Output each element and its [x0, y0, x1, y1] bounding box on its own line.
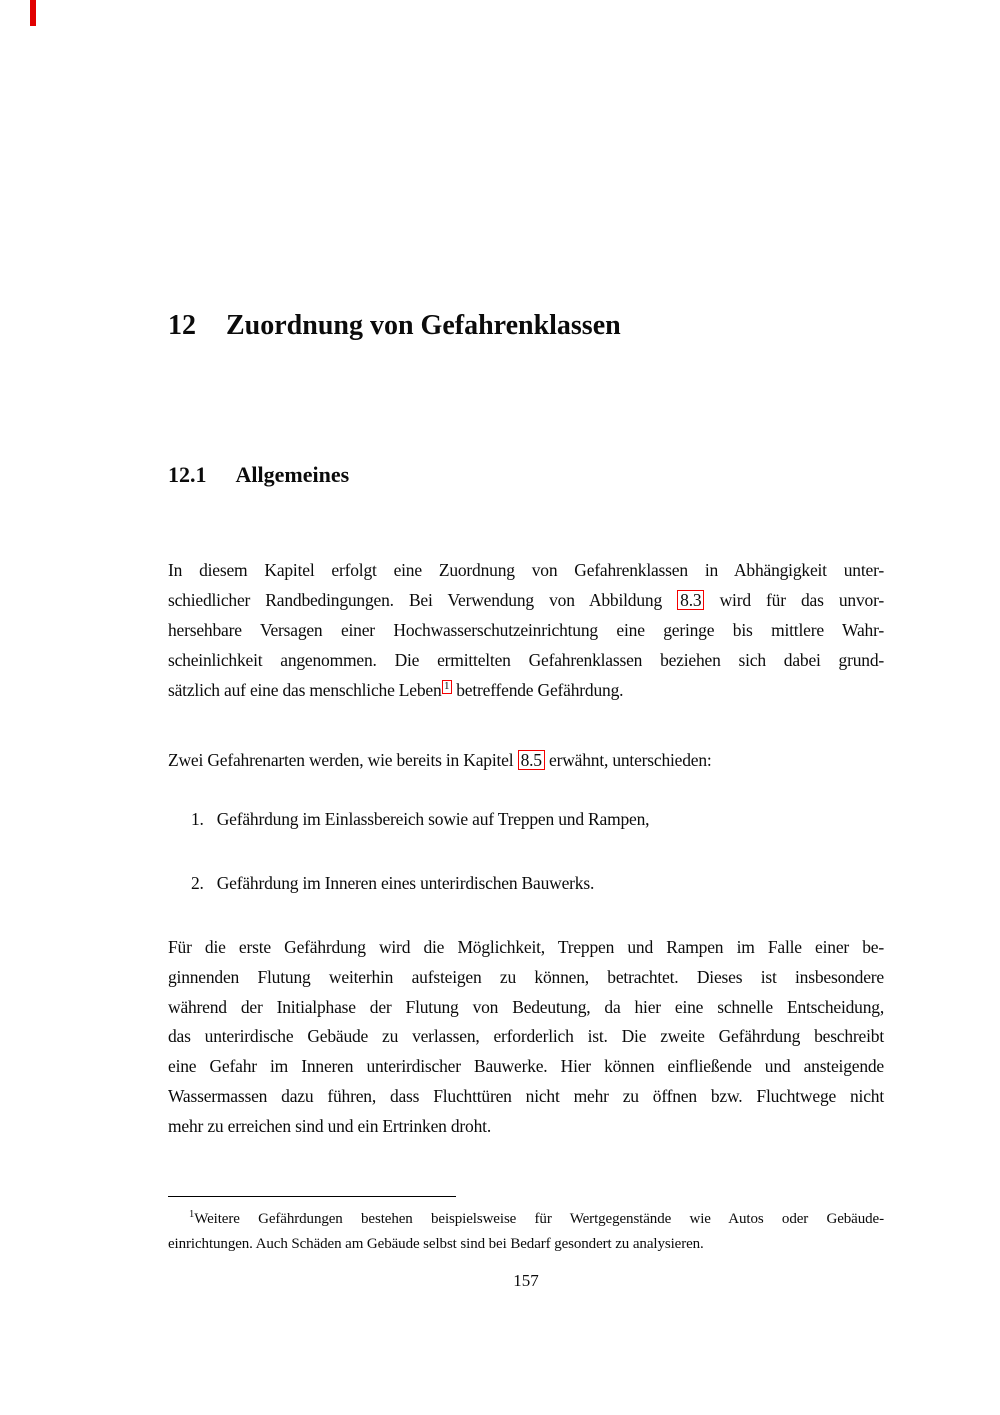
footnote-rule	[168, 1196, 456, 1197]
ref-link-figure-8-3[interactable]: 8.3	[677, 590, 704, 610]
text-line	[168, 1052, 884, 1082]
paragraph-two-hazards	[168, 745, 884, 775]
text-line	[168, 1082, 884, 1112]
text-line	[168, 1202, 884, 1232]
footnote-marker: 1	[189, 1209, 195, 1220]
text-segment: schiedlicher Randbedingungen. Bei Verwendung von Abbildung	[168, 590, 678, 610]
text-segment: während der Initialphase der Flutung von Bedeutung, da hier eine schnelle Entscheidung,	[168, 996, 884, 1017]
text-segment: scheinlichkeit angenommen. Die ermittelten Gefahrenklassen beziehen sich dabei grund-	[168, 650, 884, 670]
text-segment: sätzlich auf eine das menschliche Leben	[168, 680, 442, 700]
chapter-heading	[168, 310, 884, 342]
list-item-1	[191, 809, 884, 830]
page-number: 157	[513, 1271, 539, 1290]
text-line	[168, 555, 884, 585]
text-line	[168, 993, 884, 1023]
text-line	[168, 1022, 884, 1052]
text-line	[168, 615, 884, 645]
text-line	[168, 1112, 884, 1142]
list-item-2	[191, 873, 884, 894]
chapter-number: 12	[168, 310, 196, 341]
text-line	[168, 933, 884, 963]
text-segment: Wassermassen dazu führen, dass Fluchttüren nicht mehr zu öffnen bzw. Fluchtwege nicht	[168, 1085, 884, 1106]
chapter-title: Zuordnung von Gefahrenklassen	[226, 310, 621, 341]
text-segment: Zwei Gefahrenarten werden, wie bereits in Kapitel	[168, 750, 518, 770]
paragraph-intro	[168, 555, 884, 705]
ref-link-chapter-8-5[interactable]: 8.5	[518, 750, 545, 770]
text-segment: erwähnt, unterschieden:	[544, 750, 712, 770]
section-heading	[168, 462, 884, 488]
text-segment: ginnenden Flutung weiterhin aufsteigen zu können, betrachtet. Dieses ist insbesondere	[168, 966, 884, 987]
text-line	[168, 1232, 884, 1257]
text-segment: In diesem Kapitel erfolgt eine Zuordnung von Gefahrenklassen in Abhängigkeit unter-	[168, 560, 884, 580]
section-number: 12.1	[168, 462, 207, 487]
text-line	[168, 645, 884, 675]
text-line	[168, 963, 884, 993]
text-segment: wird für das unvor-	[704, 590, 884, 610]
text-segment: das unterirdische Gebäude zu verlassen, erforderlich ist. Die zweite Gefährdung beschreibt	[168, 1026, 884, 1047]
text-segment: Weitere Gefährdungen bestehen beispielsweise für Wertgegenstände wie Autos oder Gebäude-	[194, 1211, 884, 1227]
text-line	[168, 585, 884, 615]
text-segment: hersehbare Versagen einer Hochwasserschutzeinrichtung eine geringe bis mittlere Wahr-	[168, 620, 884, 640]
text-segment: einrichtungen. Auch Schäden am Gebäude selbst sind bei Bedarf gesondert zu analysieren.	[168, 1236, 704, 1252]
list-item-2-label: 2.	[191, 873, 204, 893]
text-segment: mehr zu erreichen sind und ein Ertrinken droht.	[168, 1115, 491, 1136]
list-item-2-text: Gefährdung im Inneren eines unterirdischen Bauwerks.	[216, 873, 595, 893]
list-item-1-text: Gefährdung im Einlassbereich sowie auf Treppen und Rampen,	[216, 809, 650, 829]
footnote-text	[168, 1202, 884, 1257]
text-segment: Für die erste Gefährdung wird die Möglichkeit, Treppen und Rampen im Falle einer be-	[168, 937, 884, 957]
footnote-ref-link-1[interactable]: 1	[442, 680, 453, 694]
text-line	[168, 745, 884, 775]
text-line	[168, 675, 884, 705]
text-segment: betreffende Gefährdung.	[452, 680, 624, 700]
section-title: Allgemeines	[235, 462, 350, 487]
corner-red-mark	[30, 0, 36, 26]
list-item-1-label: 1.	[191, 809, 204, 829]
paragraph-hazard-details	[168, 933, 884, 1142]
text-segment: eine Gefahr im Inneren unterirdischer Bauwerke. Hier können einfließende und ansteigende	[168, 1056, 884, 1077]
